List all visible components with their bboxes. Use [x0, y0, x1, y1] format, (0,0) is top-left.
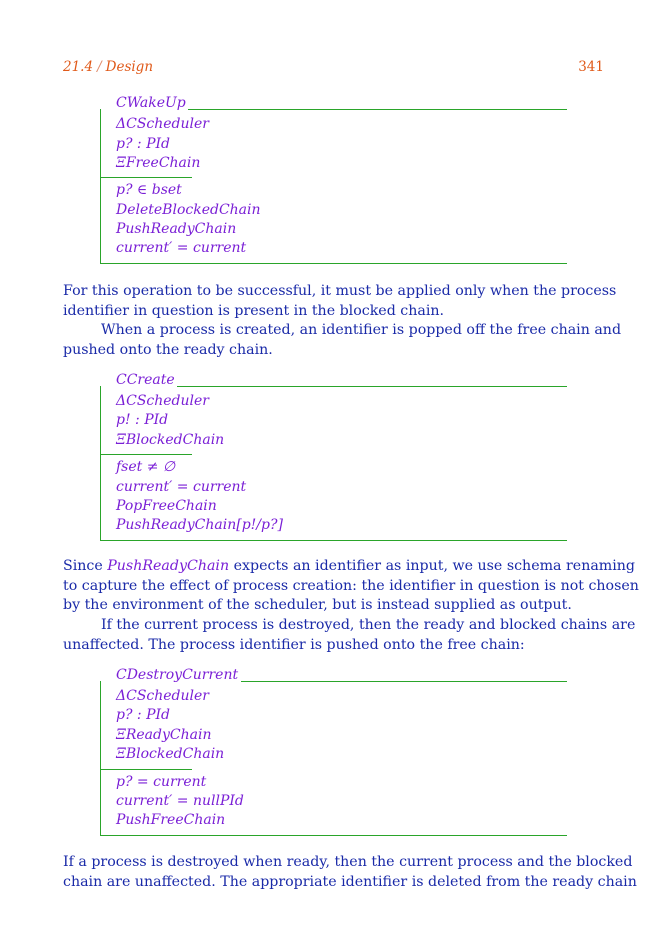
schema-cwakeup — [100, 95, 567, 264]
schema-left-rule — [100, 109, 101, 264]
schema-predicate: current′ = nullPId — [116, 793, 244, 809]
schema-top-rule — [177, 386, 567, 387]
page-number: 341 — [578, 59, 604, 75]
section-number: 21.4 — [63, 59, 94, 75]
header-separator: / — [97, 59, 102, 75]
schema-bottom-rule — [100, 263, 567, 264]
schema-declaration: ΞBlockedChain — [116, 746, 225, 762]
schema-predicate: p? = current — [116, 774, 207, 790]
schema-divider — [100, 177, 192, 178]
schema-top-rule — [241, 681, 567, 682]
schema-declaration: p! : PId — [116, 412, 169, 428]
schema-predicate: current′ = current — [116, 479, 247, 495]
schema-left-rule — [100, 681, 101, 836]
running-header — [63, 59, 153, 75]
paragraph-2 — [63, 321, 622, 360]
schema-declaration: ΔCScheduler — [116, 393, 209, 409]
schema-declaration: ΞFreeChain — [116, 155, 201, 171]
text-line: pushed onto the ready chain. — [63, 341, 273, 358]
schema-declaration: ΔCScheduler — [116, 688, 209, 704]
schema-name: CCreate — [116, 372, 175, 388]
paragraph-4 — [63, 616, 636, 655]
schema-bottom-rule — [100, 835, 567, 836]
schema-declaration: ΔCScheduler — [116, 116, 209, 132]
text-line: by the environment of the scheduler, but is instead supplied as output. — [63, 597, 572, 613]
schema-predicate: fset ≠ ∅ — [116, 459, 176, 475]
text-line: chain are unaffected. The appropriate identifier is deleted from the ready chain — [63, 873, 637, 890]
text-line: When a process is created, an identifier is popped off the free chain and — [101, 322, 622, 338]
schema-predicate: PopFreeChain — [116, 498, 217, 514]
schema-ccreate — [100, 372, 567, 541]
inline-schema-ref: PushReadyChain — [107, 558, 230, 574]
schema-predicate: PushReadyChain[p!/p?] — [116, 517, 283, 533]
text-line: to capture the effect of process creation: the identifier in question is not chosen — [63, 577, 639, 594]
paragraph-3 — [63, 557, 639, 616]
schema-bottom-rule — [100, 540, 567, 541]
schema-declaration: p? : PId — [116, 136, 170, 152]
schema-name: CWakeUp — [116, 95, 186, 111]
schema-cdestroycurrent — [100, 667, 567, 836]
text-line: identifier in question is present in the blocked chain. — [63, 302, 445, 319]
schema-predicate: PushReadyChain — [116, 221, 237, 237]
schema-name: CDestroyCurrent — [116, 667, 239, 683]
schema-divider — [100, 769, 192, 770]
schema-divider — [100, 454, 192, 455]
text-fragment: Since — [63, 558, 108, 574]
text-fragment: expects an identifier as input, we use schema renaming — [229, 558, 635, 574]
schema-declaration: p? : PId — [116, 707, 170, 723]
schema-predicate: PushFreeChain — [116, 812, 226, 828]
paragraph-1 — [63, 282, 617, 321]
text-line: For this operation to be successful, it must be applied only when the process — [63, 283, 617, 299]
schema-declaration: ΞBlockedChain — [116, 432, 225, 448]
paragraph-5 — [63, 853, 637, 892]
schema-predicate: p? ∈ bset — [116, 182, 182, 198]
schema-top-rule — [188, 109, 567, 110]
text-line — [63, 557, 635, 577]
schema-predicate: current′ = current — [116, 240, 247, 256]
schema-predicate: DeleteBlockedChain — [116, 202, 261, 218]
schema-left-rule — [100, 386, 101, 541]
text-line: If the current process is destroyed, then the ready and blocked chains are — [101, 617, 636, 633]
text-line: If a process is destroyed when ready, then the current process and the blocked — [63, 854, 633, 870]
schema-declaration: ΞReadyChain — [116, 727, 212, 743]
text-line: unaffected. The process identifier is pushed onto the free chain: — [63, 636, 525, 653]
section-title: Design — [105, 59, 154, 75]
